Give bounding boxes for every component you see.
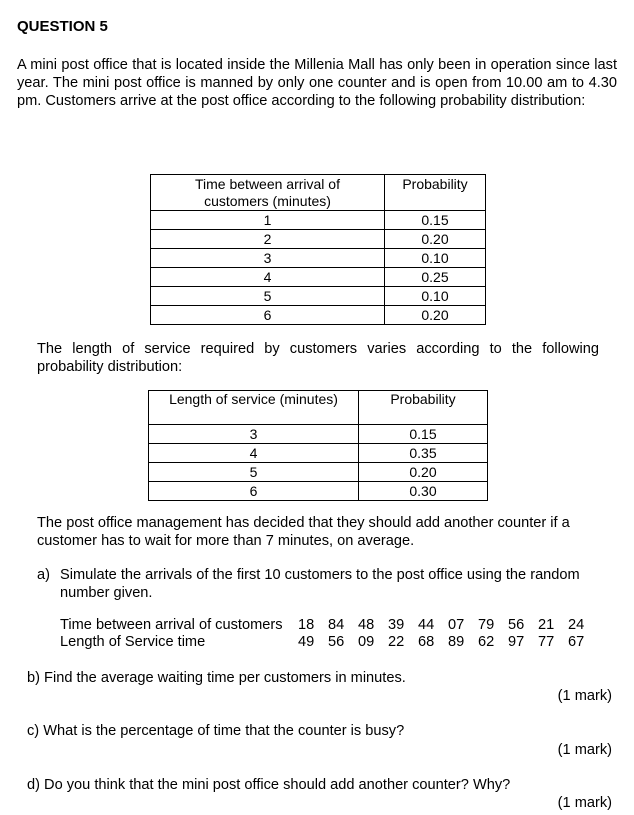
question-c-label: c) xyxy=(27,723,40,739)
arrival-table-probability-cell: 0.10 xyxy=(385,287,486,306)
service-random-number: 49 xyxy=(298,634,315,650)
arrival-random-label: Time between arrival of customers xyxy=(60,617,283,633)
question-b xyxy=(27,669,406,687)
arrival-table-row xyxy=(151,287,486,306)
arrival-table-row xyxy=(151,230,486,249)
service-table-header-length: Length of service (minutes) xyxy=(149,391,359,425)
service-table-time-cell: 3 xyxy=(149,425,359,444)
arrival-random-number: 56 xyxy=(508,617,525,633)
service-random-number: 77 xyxy=(538,634,555,650)
question-c-mark: (1 mark) xyxy=(557,742,612,758)
arrival-table-header-time: Time between arrival of customers (minutes) xyxy=(151,175,385,211)
service-table-row xyxy=(149,482,488,501)
question-d-text: Do you think that the mini post office should add another counter? Why? xyxy=(44,777,511,793)
random-numbers-block xyxy=(60,617,598,651)
service-random-number: 89 xyxy=(448,634,465,650)
service-table-header-probability: Probability xyxy=(359,391,488,425)
arrival-table-time-cell: 1 xyxy=(151,211,385,230)
arrival-random-number: 07 xyxy=(448,617,465,633)
arrival-table-row xyxy=(151,268,486,287)
service-random-number: 62 xyxy=(478,634,495,650)
question-d-label: d) xyxy=(27,777,40,793)
question-heading: QUESTION 5 xyxy=(17,18,108,35)
service-table-row xyxy=(149,463,488,482)
service-table-probability-cell: 0.30 xyxy=(359,482,488,501)
arrival-random-number: 48 xyxy=(358,617,375,633)
question-a-text: Simulate the arrivals of the first 10 customers to the post office using the random number given. xyxy=(60,567,580,601)
service-random-number: 97 xyxy=(508,634,525,650)
service-random-number: 68 xyxy=(418,634,435,650)
arrival-table-row xyxy=(151,306,486,325)
service-table-time-cell: 4 xyxy=(149,444,359,463)
service-table-probability-cell: 0.20 xyxy=(359,463,488,482)
arrival-table-row xyxy=(151,211,486,230)
arrival-table-time-cell: 5 xyxy=(151,287,385,306)
service-probability-table xyxy=(148,390,488,501)
question-d xyxy=(27,776,510,794)
question-b-label: b) xyxy=(27,670,40,686)
arrival-table-time-cell: 4 xyxy=(151,268,385,287)
arrival-random-number: 79 xyxy=(478,617,495,633)
intro-paragraph: A mini post office that is located inside the Millenia Mall has only been in operation since last year. The mini post office is manned by only one counter and is open from 10.00 am to 4.30 pm. Customers arrive at the post office according to the following probability distribution: xyxy=(17,57,617,109)
question-b-text: Find the average waiting time per customers in minutes. xyxy=(44,670,406,686)
question-a xyxy=(37,566,607,602)
service-random-number: 09 xyxy=(358,634,375,650)
arrival-table-time-cell: 3 xyxy=(151,249,385,268)
arrival-table-probability-cell: 0.15 xyxy=(385,211,486,230)
arrival-table-row xyxy=(151,249,486,268)
arrival-table-time-cell: 6 xyxy=(151,306,385,325)
service-random-label: Length of Service time xyxy=(60,634,206,650)
service-random-number: 22 xyxy=(388,634,405,650)
service-random-number: 67 xyxy=(568,634,585,650)
arrival-random-number: 24 xyxy=(568,617,585,633)
question-a-label: a) xyxy=(37,567,50,583)
question-d-mark: (1 mark) xyxy=(557,795,612,811)
service-table-probability-cell: 0.35 xyxy=(359,444,488,463)
arrival-random-row xyxy=(60,617,598,634)
question-b-mark: (1 mark) xyxy=(557,688,612,704)
service-random-row xyxy=(60,634,598,651)
arrival-table-probability-cell: 0.20 xyxy=(385,306,486,325)
arrival-table-probability-cell: 0.20 xyxy=(385,230,486,249)
arrival-probability-table xyxy=(150,174,486,325)
arrival-random-number: 84 xyxy=(328,617,345,633)
arrival-random-number: 39 xyxy=(388,617,405,633)
arrival-random-number: 18 xyxy=(298,617,315,633)
service-table-probability-cell: 0.15 xyxy=(359,425,488,444)
arrival-random-number: 21 xyxy=(538,617,555,633)
service-table-row xyxy=(149,425,488,444)
management-note: The post office management has decided that they should add another counter if a customer has to wait for more than 7 minutes, on average. xyxy=(37,515,570,549)
service-table-time-cell: 6 xyxy=(149,482,359,501)
question-c xyxy=(27,722,404,740)
arrival-table-probability-cell: 0.10 xyxy=(385,249,486,268)
service-random-number: 56 xyxy=(328,634,345,650)
question-c-text: What is the percentage of time that the counter is busy? xyxy=(43,723,405,739)
service-table-time-cell: 5 xyxy=(149,463,359,482)
arrival-table-header-probability: Probability xyxy=(385,175,486,211)
service-intro-paragraph: The length of service required by customers varies according to the following probability distribution: xyxy=(37,341,599,375)
service-table-row xyxy=(149,444,488,463)
arrival-random-number: 44 xyxy=(418,617,435,633)
arrival-table-probability-cell: 0.25 xyxy=(385,268,486,287)
arrival-table-time-cell: 2 xyxy=(151,230,385,249)
